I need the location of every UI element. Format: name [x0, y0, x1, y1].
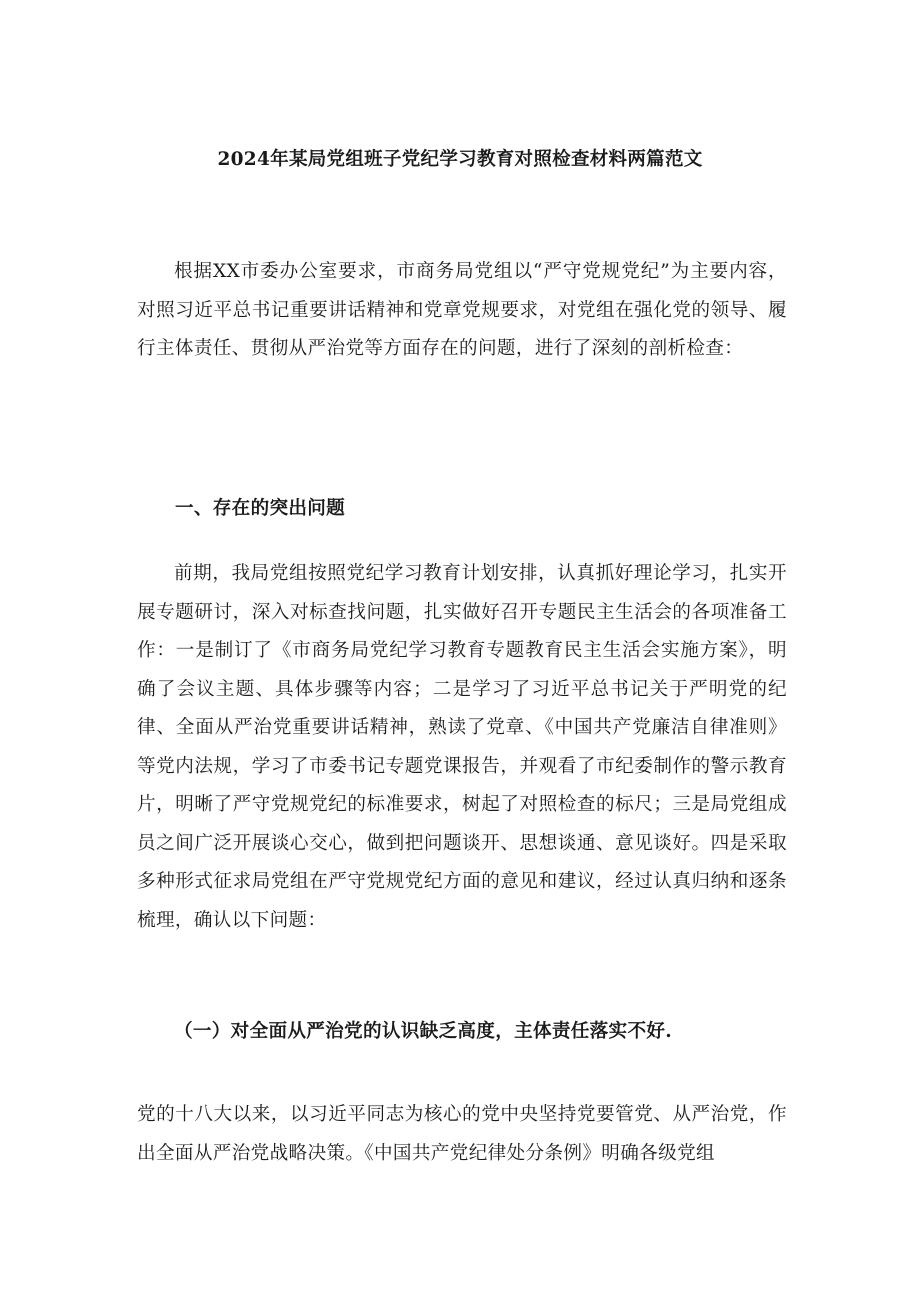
- subsection-heading: （一）对全面从严治党的认识缺乏高度，主体责任落实不好.: [174, 1021, 673, 1042]
- section-paragraph: 前期，我局党组按照党纪学习教育计划安排，认真抓好理论学习，扎实开展专题研讨，深入对标查找问题，扎实做好召开专题民主生活会的各项准备工作：一是制订了《市商务局党纪学习教育专题教育民主生活会实施方案》，明确了会议主题、具体步骤等内容；二是学习了习近平总书记关于严明党的纪律、全面从严治党重要讲话精神，熟读了党章、《中国共产党廉洁自律准则》等党内法规，学习了市委书记专题党课报告，并观看了市纪委制作的警示教育片，明晰了严守党规党纪的标准要求，树起了对照检查的标尺；三是局党组成员之间广泛开展谈心交心，做到把问题谈开、思想谈通、意见谈好。四是采取多种形式征求局党组在严守党规党纪方面的意见和建议，经过认真归纳和逐条梳理，确认以下问题：: [137, 563, 787, 931]
- subsection-paragraph: 党的十八大以来，以习近平同志为核心的党中央坚持党要管党、从严治党，作出全面从严治党战略决策。《中国共产党纪律处分条例》明确各级党组: [137, 1104, 787, 1164]
- document-title: 2024年某局党组班子党纪学习教育对照检查材料两篇范文: [217, 149, 703, 170]
- intro-paragraph: 根据XX市委办公室要求，市商务局党组以“严守党规党纪”为主要内容，对照习近平总书记重要讲话精神和党章党规要求，对党组在强化党的领导、履行主体责任、贯彻从严治党等方面存在的问题，进行了深刻的剖析检查：: [137, 261, 787, 359]
- section-heading: 一、存在的突出问题: [175, 498, 346, 519]
